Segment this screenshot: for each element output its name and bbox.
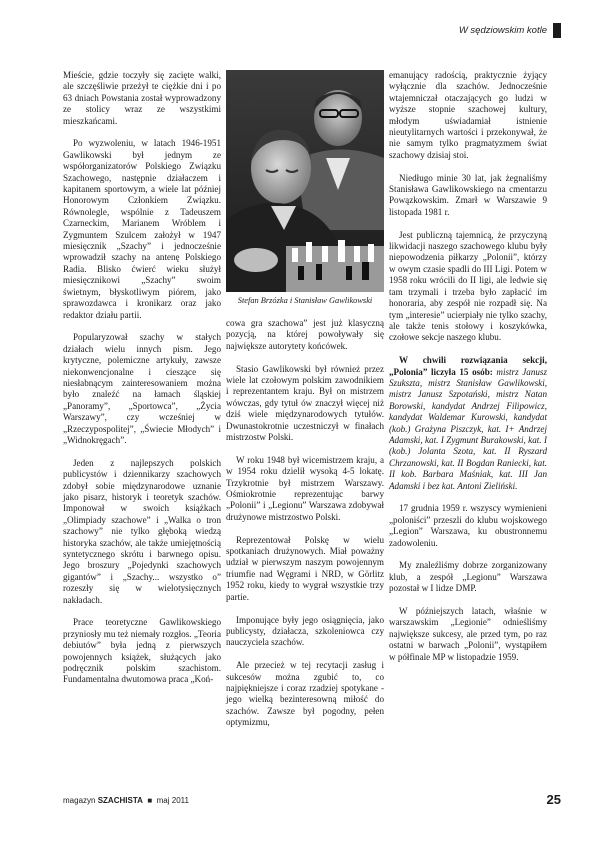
column-2	[226, 318, 384, 740]
paragraph: W roku 1948 był wicemistrzem kraju, a w 1954 roku dzielił wysoką 4-5 lokatę. Trzykrotnie był mistrzem Warszawy. Ośmiokrotnie reprezentując barwy „Polonii” i „Legionu” Warszawa zdobywał drużynowe mistrzostwo Polski.	[226, 454, 384, 522]
page-footer	[63, 794, 561, 808]
paragraph: Jeden z najlepszych polskich publicystów i dziennikarzy szachowych zdobył sobie międzynarodowe uznanie jako pisarz, historyk i teoretyk szachów. Imponował w swoich książkach „Olimpiady szachowe” i „Walka o tron szachowy” nie tylko głęboką wiedzą historyka szachów, ale także umiejętnością syntetycznego skrótu i barwnego opisu. Jego broszury „Pojedynki szachowych gigantów” i „Szachy... wszystko o” rozeszły się w wielotysięcznych nakładach.	[63, 457, 221, 605]
paragraph: Reprezentował Polskę w wielu spotkaniach drużynowych. Miał poważny udział w pierwszym naszym powojennym triumfie nad Węgrami i NRD, w Görlitz 1952 roku, kiedy to wygrał wszystkie trzy partie.	[226, 534, 384, 602]
paragraph: Prace teoretyczne Gawlikowskiego przyniosły mu też niemały rozgłos. „Teoria debiutów” była jedną z pierwszych powojennych książek, służących jako podręcznik polskim szachistom. Fundamentalna dwutomowa praca „Koń-	[63, 617, 221, 685]
squad-paragraph	[389, 355, 547, 492]
paragraph: Mieście, gdzie toczyły się zacięte walki, ale szczęśliwie przeżył te ciężkie dni i po 63 dniach Powstania został wyprowadzony ze stolicy wraz ze wszystkimi mieszkańcami.	[63, 70, 221, 126]
section-title: W sędziowskim kotle	[458, 25, 547, 36]
squad-list: mistrz Janusz Szukszta, mistrz Stanisław Gawlikowski, mistrz Janusz Szpotański, mistrz Natan Borowski, kandydat Andrzej Filipowicz, kandydat Waldemar Kurowski, kandydat (kob.) Grażyna Piszczyk, kat. I+ Andrzej Adamski, kat. I Zygmunt Burakowski, kat. I (kob.) Jolanta Szota, kat. II Ryszard Chrzanowski, kat. II Bogdan Raniecki, kat. II kob. Barbara Maśniak, kat. III Jan Adamski i bez kat. Antoni Zieliński.	[389, 366, 547, 491]
paragraph: Imponujące były jego osiągnięcia, jako publicysty, działacza, szkoleniowca czy nauczyciela szachów.	[226, 614, 384, 648]
issue-date: maj 2011	[156, 796, 189, 805]
magazine-info	[63, 796, 189, 805]
section-marker	[553, 23, 561, 38]
magazine-name: SZACHISTA	[97, 796, 143, 805]
paragraph: emanujący radością, praktycznie żyjący wyłącznie dla szachów. Jednocześnie wtajemniczał otaczających go ludzi w wyższe stopnie szachowej kultury, młodym uświadamiał istnienie nieutylitarnych wartości i przekonywał, że nie samym tylko pragmatyzmem świat szachowy dzisiaj stoi.	[389, 70, 547, 160]
paragraph: cowa gra szachowa” jest już klasyczną pozycją, na której powoływały się największe autorytety końcówek.	[226, 318, 384, 351]
paragraph: My znaleźliśmy dobrze zorganizowany klub, a zespół „Legionu” Warszawa pozostał w I lidze DMP.	[389, 560, 547, 594]
paragraph: W późniejszych latach, właśnie w warszawskim „Legionie” odnieśliśmy największe sukcesy, ale przed tym, po raz ostatni w barwach „Polonii”, wystąpiłem w półfinale MP w listopadzie 1959.	[389, 606, 547, 662]
column-3	[389, 70, 547, 674]
column-1	[63, 70, 221, 697]
paragraph: Stasio Gawlikowski był również przez wiele lat czołowym polskim zawodnikiem i reprezentantem kraju. Był on mistrzem wówczas, gdy tytuł ów znaczył więcej niż dziś wiele międzynarodowych tytułów. Dwunastokrotnie uczestniczył w finałach mistrzostw Polski.	[226, 363, 384, 443]
squad-heading: W chwili rozwiązania sekcji, „Polonia” liczyła 15 osób:	[389, 355, 547, 377]
chess-players-photo	[226, 70, 384, 292]
page-number: 25	[546, 792, 561, 807]
paragraph: Ale przecież w tej recytacji zasług i sukcesów można zgubić to, co najpiękniejsze i coraz rzadziej spotykane - jego wielką bezinteresowną miłość do szachów. Zawsze był pogodny, pełen optymizmu,	[226, 660, 384, 728]
paragraph: Po wyzwoleniu, w latach 1946-1951 Gawlikowski był jednym ze współorganizatorów Polskiego Związku Szachowego, następnie działaczem i kapitanem sportowym, a wiele lat później Honorowym Członkiem Związku. Równolegle, wspólnie z Tadeuszem Czarneckim, Marianem Wróblem i Zygmuntem Szulcem założył w 1947 miesięcznik „Szachy” i jednocześnie wprowadził szachy na antenę Polskiego Radia. Blisko ćwierć wieku służył miesięcznikowi „Szachy” swoim świetnym, błyskotliwym piórem, jako sprawozdawca i kronikarz oraz jako redaktor działu partii.	[63, 138, 221, 320]
section-header	[459, 22, 561, 39]
separator-dot: ■	[145, 796, 155, 805]
photo-caption: Stefan Brzózka i Stanisław Gawlikowski	[237, 296, 373, 305]
paragraph: Popularyzował szachy w stałych działach wielu innych pism. Jego krytyczne, polemiczne artykuły, zawsze niekonwencjonalne i cieszące się niesłabnącym zainteresowaniem można było znaleźć na łamach śląskiej „Panoramy”, „Sportowca”, „Życia Warszawy”, czy wcześniej w „Rzeczypospolitej”, „Świecie Młodych” i „Widnokręgach”.	[63, 332, 221, 445]
paragraph: Jest publiczną tajemnicą, że przyczyną likwidacji naszego szachowego klubu były niepowodzenia piłkarzy „Polonii”, którzy w owym czasie spadli do III Ligi. Potem w 1958 roku wrócili do II ligi, ale ledwie się tam trzymali i trzeba było zapłacić im honoraria, aby zespół nie rozpadł się. Na tym „interesie” ucierpiały nie tylko szachy, ale także tenis stołowy i koszykówka, czołowe sekcje naszego klubu.	[389, 229, 547, 343]
photo-illustration	[226, 70, 384, 292]
paragraph: 17 grudnia 1959 r. wszyscy wymienieni „poloniści” przeszli do klubu wojskowego „Legion” Warszawa, ku obustronnemu zadowoleniu.	[389, 503, 547, 548]
paragraph: Niedługo minie 30 lat, jak żegnaliśmy Stanisława Gawlikowskiego na cmentarzu Powązkowskim. Zmarł w Warszawie 9 listopada 1981 r.	[389, 172, 547, 217]
magazine-prefix: magazyn	[63, 796, 96, 805]
